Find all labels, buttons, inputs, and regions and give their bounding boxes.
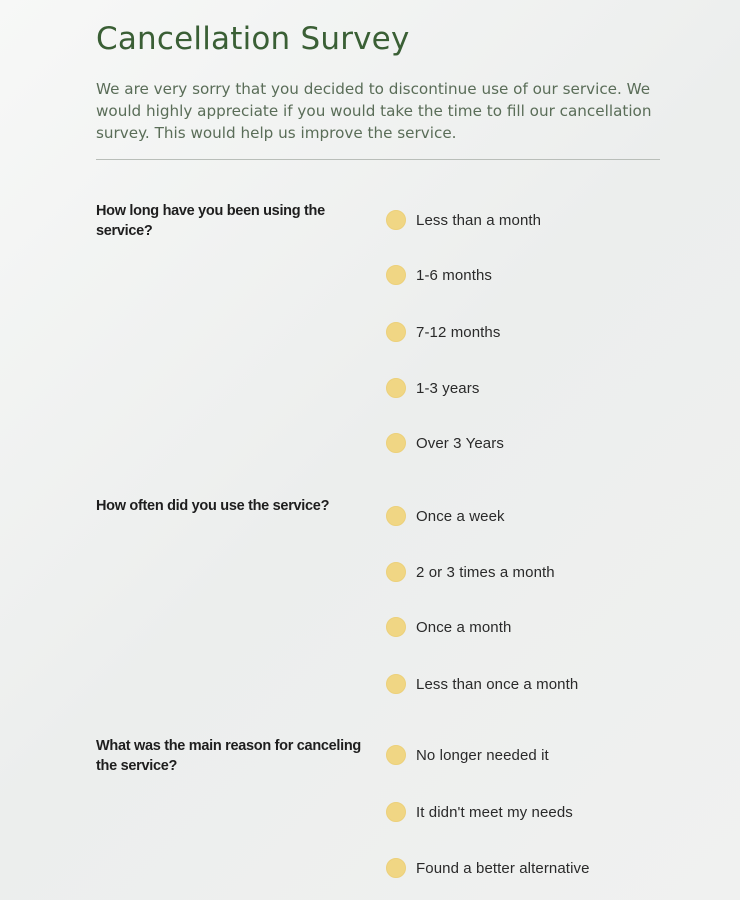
radio-button[interactable] <box>386 210 406 230</box>
option-label: Over 3 Years <box>416 434 504 452</box>
radio-button[interactable] <box>386 506 406 526</box>
option-found-better-alternative[interactable] <box>386 856 590 880</box>
option-label: It didn't meet my needs <box>416 803 573 821</box>
option-1-3-years[interactable] <box>386 376 479 400</box>
radio-button[interactable] <box>386 674 406 694</box>
radio-button[interactable] <box>386 562 406 582</box>
radio-button[interactable] <box>386 802 406 822</box>
option-label: 1-3 years <box>416 379 480 397</box>
radio-button[interactable] <box>386 617 406 637</box>
option-7-12-months[interactable] <box>386 320 500 344</box>
page-title: Cancellation Survey <box>96 21 410 57</box>
question-label: How often did you use the service? <box>96 498 330 514</box>
question-frequency <box>96 496 366 516</box>
option-label: Less than once a month <box>416 675 579 693</box>
option-label: Less than a month <box>416 211 542 229</box>
option-2-or-3-times-a-month[interactable] <box>386 560 555 584</box>
option-label: No longer needed it <box>416 746 549 764</box>
option-once-a-month[interactable] <box>386 615 511 639</box>
radio-button[interactable] <box>386 433 406 453</box>
option-less-than-a-month[interactable] <box>386 208 541 232</box>
intro-text: We are very sorry that you decided to discontinue use of our service. We would highly appreciate if you would take the time to fill our cancellation survey. This would help us improve the service. <box>96 80 652 142</box>
radio-button[interactable] <box>386 745 406 765</box>
question-duration <box>96 201 366 241</box>
option-1-6-months[interactable] <box>386 263 492 287</box>
radio-button[interactable] <box>386 858 406 878</box>
option-label: 7-12 months <box>416 323 501 341</box>
option-no-longer-needed[interactable] <box>386 743 549 767</box>
option-less-than-once-a-month[interactable] <box>386 672 578 696</box>
option-once-a-week[interactable] <box>386 504 505 528</box>
radio-button[interactable] <box>386 378 406 398</box>
option-label: Found a better alternative <box>416 859 590 877</box>
option-didnt-meet-needs[interactable] <box>386 800 573 824</box>
option-label: 2 or 3 times a month <box>416 563 555 581</box>
option-label: 1-6 months <box>416 266 493 284</box>
option-label: Once a week <box>416 507 505 525</box>
divider <box>96 159 660 160</box>
option-label: Once a month <box>416 618 512 636</box>
survey-header <box>96 0 660 160</box>
radio-button[interactable] <box>386 265 406 285</box>
question-label: What was the main reason for canceling the service? <box>96 738 361 774</box>
question-label: How long have you been using the service? <box>96 203 325 239</box>
option-over-3-years[interactable] <box>386 431 504 455</box>
radio-button[interactable] <box>386 322 406 342</box>
question-reason <box>96 736 366 776</box>
